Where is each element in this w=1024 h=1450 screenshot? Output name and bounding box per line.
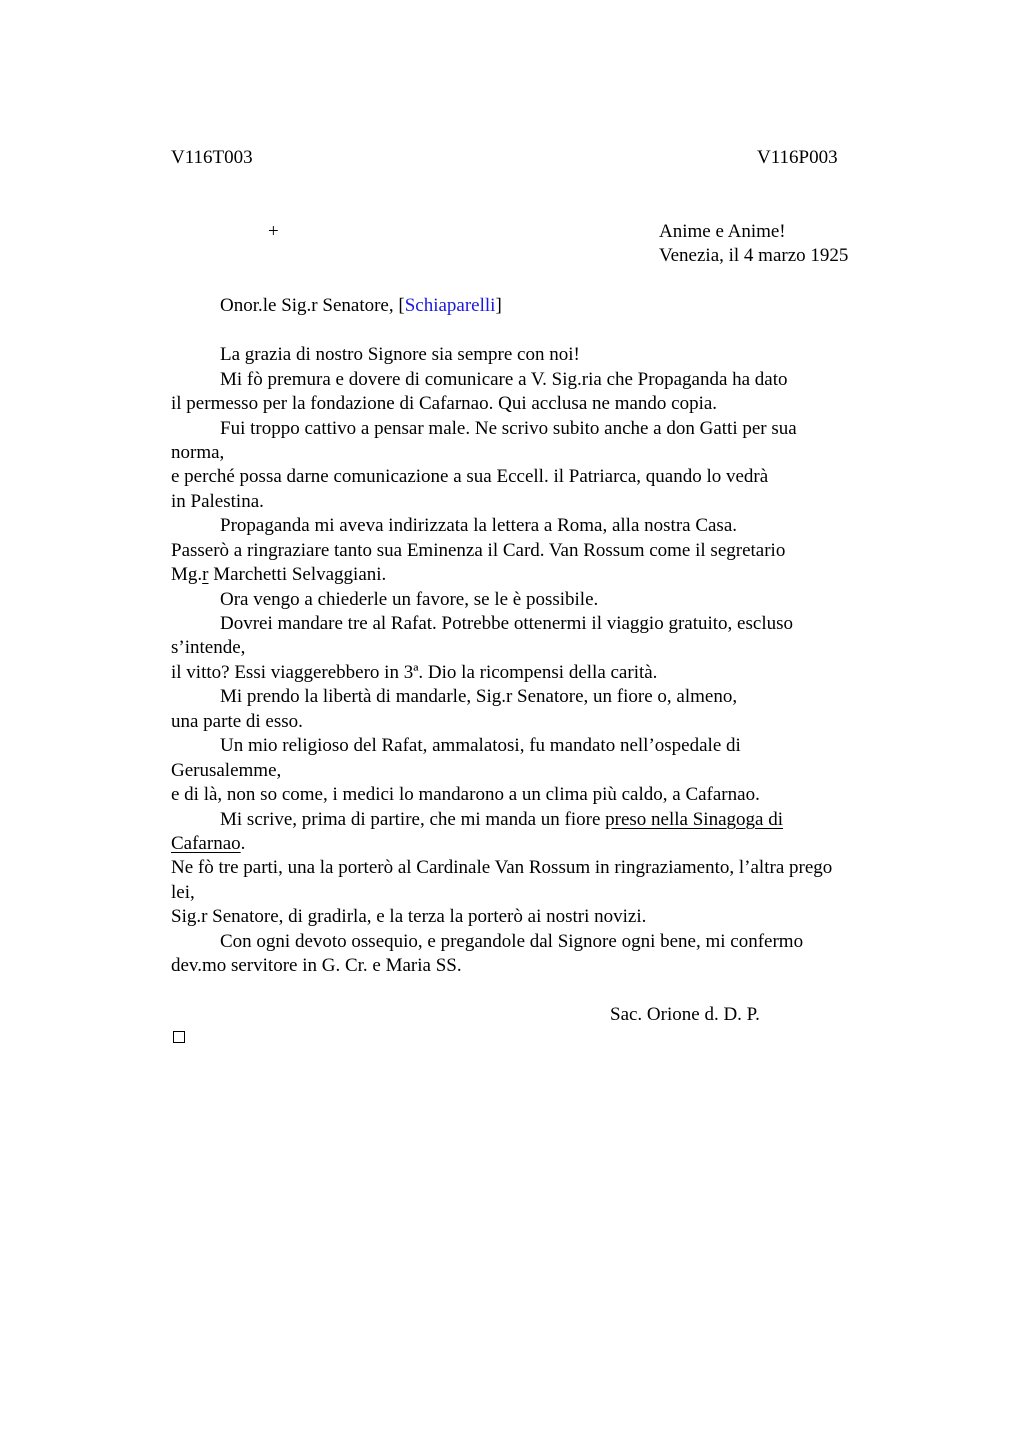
salutation [220,294,502,318]
body-fragment: Mi scrive, prima di partire, che mi manda un fiore [220,809,606,830]
place-date: Venezia, il 4 marzo 1925 [659,245,849,266]
body-line: Mi prendo la libertà di mandarle, Sig.r Senatore, un fiore o, almeno, [220,686,738,707]
body-line: Propaganda mi aveva indirizzata la lettera a Roma, alla nostra Casa. [220,515,738,536]
cross-symbol: + [268,221,279,242]
body-line: Ne fò tre parti, una la porterò al Cardinale Van Rossum in ringraziamento, l’altra prego [171,857,833,878]
body-line: in Palestina. [171,491,264,512]
salutation-prefix: Onor.le Sig.r Senatore, [ [220,295,405,316]
motto: Anime e Anime! [659,221,786,242]
body-line: norma, [171,442,225,463]
document-ref-left: V116T003 [171,147,253,168]
body-line: La grazia di nostro Signore sia sempre con noi! [220,344,580,365]
body-line: Sig.r Senatore, di gradirla, e la terza la porterò ai nostri novizi. [171,906,647,927]
body-line: e perché possa darne comunicazione a sua Eccell. il Patriarca, quando lo vedrà [171,466,769,487]
body-line: Gerusalemme, [171,760,282,781]
body-line: dev.mo servitore in G. Cr. e Maria SS. [171,955,462,976]
body-fragment: . [240,833,246,854]
body-line: Mi fò premura e dovere di comunicare a V. Sig.ria che Propaganda ha dato [220,369,788,390]
underlined-fragment: r [202,564,209,585]
body-line [171,563,386,587]
signature: Sac. Orione d. D. P. [610,1004,760,1025]
body-fragment: Marchetti Selvaggiani. [208,564,387,585]
body-line: Ora vengo a chiederle un favore, se le è possibile. [220,589,599,610]
body-fragment: Mg. [171,564,203,585]
body-line: Dovrei mandare tre al Rafat. Potrebbe ottenermi il viaggio gratuito, escluso [220,613,793,634]
body-line: il permesso per la fondazione di Cafarnao. Qui acclusa ne mando copia. [171,393,718,414]
body-line: il vitto? Essi viaggerebbero in 3ª. Dio la ricompensi della carità. [171,662,658,683]
body-line [171,832,245,856]
underlined-fragment: Cafarnao [171,833,241,854]
checkbox-square-icon [173,1031,185,1043]
body-line: s’intende, [171,637,246,658]
body-line: Con ogni devoto ossequio, e pregandole dal Signore ogni bene, mi confermo [220,931,804,952]
body-line: e di là, non so come, i medici lo mandarono a un clima più caldo, a Cafarnao. [171,784,760,805]
body-line [220,808,783,832]
document-ref-right: V116P003 [757,147,838,168]
body-line: lei, [171,882,195,903]
body-line: Fui troppo cattivo a pensar male. Ne scrivo subito anche a don Gatti per sua [220,418,797,439]
body-line: una parte di esso. [171,711,303,732]
body-line: Un mio religioso del Rafat, ammalatosi, fu mandato nell’ospedale di [220,735,741,756]
salutation-suffix: ] [495,295,502,316]
recipient-link[interactable]: Schiaparelli [404,295,496,316]
body-line: Passerò a ringraziare tanto sua Eminenza il Card. Van Rossum come il segretario [171,540,786,561]
underlined-fragment: preso nella Sinagoga di [605,809,783,830]
